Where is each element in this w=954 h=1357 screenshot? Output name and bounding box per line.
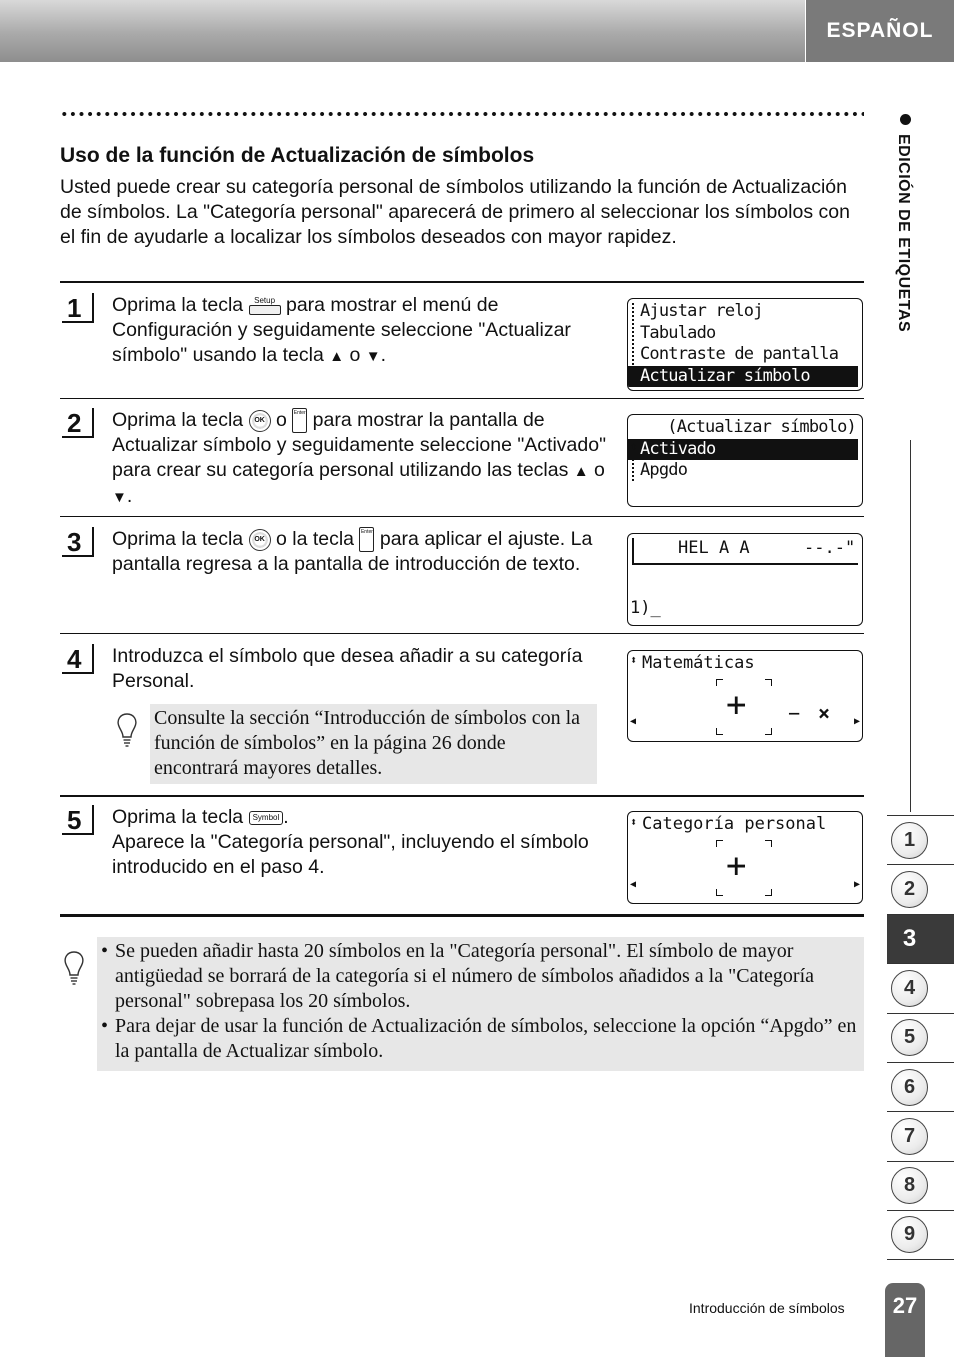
lcd-cursor-line: 1)_ xyxy=(630,598,661,618)
step-text-part: para mostrar el menú de Configuración y seguidamente seleccione "Actualizar símbolo" usando la tecla xyxy=(112,294,571,366)
step-5-text xyxy=(112,805,602,880)
step-number-5: 5 xyxy=(62,805,94,835)
ok-key-icon: OK xyxy=(249,529,271,551)
section-title: Uso de la función de Actualización de símbolos xyxy=(60,144,535,167)
step-4-note: Consulte la sección “Introducción de símbolos con la función de símbolos” en la página 26 donde encontrará mayores detalles. xyxy=(150,704,597,784)
lcd-text-entry xyxy=(627,533,863,626)
chapter-tab-4[interactable] xyxy=(887,963,954,1012)
step-number-1: 1 xyxy=(62,293,94,323)
chapter-tab-8[interactable] xyxy=(887,1161,954,1210)
lcd-selection-frame xyxy=(716,679,772,735)
step-text-part: o xyxy=(344,344,366,366)
chapter-number: 4 xyxy=(891,970,928,1007)
lcd-category-name: Categoría personal xyxy=(642,814,827,834)
side-section-title xyxy=(894,110,920,400)
header-band xyxy=(0,0,805,62)
lcd-update-symbol xyxy=(627,414,863,507)
chapter-tab-1[interactable] xyxy=(887,815,954,864)
lcd-menu-item: Tabulado xyxy=(640,322,716,343)
tip-item: • Se pueden añadir hasta 20 símbolos en la "Categoría personal". El símbolo de mayor antigüedad se borrará de la categoría si el número de símbolos añadidos a la "Categoría personal" sobrepasa los 20 símbolos. xyxy=(101,939,860,1014)
step-2-text xyxy=(112,408,612,510)
page-number: 27 xyxy=(885,1283,925,1357)
chapter-tab-2[interactable] xyxy=(887,864,954,913)
step-text-part: o la tecla xyxy=(270,528,360,550)
lcd-menu-item: Ajustar reloj xyxy=(640,301,763,321)
up-arrow-key-icon: ▲ xyxy=(329,348,345,365)
step-text-part: . xyxy=(126,485,133,508)
lcd-symbol: − xyxy=(788,701,801,725)
up-arrow-key-icon: ▲ xyxy=(573,463,589,481)
tip-text: Para dejar de usar la función de Actualización de símbolos, seleccione la opción “Apgdo” en la pantalla de Actualizar símbolo. xyxy=(115,1015,857,1062)
step-text-part: . xyxy=(283,806,289,828)
step-text-part: Oprima la tecla xyxy=(112,528,249,550)
chapter-tab-6[interactable] xyxy=(887,1062,954,1111)
chapter-number: 3 xyxy=(902,924,917,952)
chapter-number: 6 xyxy=(891,1069,928,1106)
bullet-icon xyxy=(900,114,911,125)
step-text-part: para aplicar el ajuste. La pantalla regresa a la pantalla de introducción de texto. xyxy=(112,528,593,576)
lcd-category-name: Matemáticas xyxy=(642,653,755,673)
left-arrow-icon: ◀ xyxy=(630,879,637,890)
chapter-tab-7[interactable] xyxy=(887,1111,954,1160)
lcd-option: Apgdo xyxy=(640,460,688,480)
tips-box xyxy=(97,937,864,1071)
lcd-symbol-selected: + xyxy=(726,846,747,886)
side-title-text: EDICIÓN DE ETIQUETAS xyxy=(895,134,912,333)
step-text-part: Oprima la tecla xyxy=(112,409,249,431)
step-text-part: o xyxy=(588,459,605,482)
chapter-tab-3[interactable] xyxy=(887,914,954,963)
step-number-3: 3 xyxy=(62,527,94,557)
section-intro: Usted puede crear su categoría personal de símbolos utilizando la función de Actualización de símbolos. La "Categoría personal" aparecerá de primero al seleccionar los símbolos con el fin de ayudarle a localizar los símbolos deseados con mayor rapidez. xyxy=(60,176,850,248)
lcd-symbol-math xyxy=(627,650,863,742)
left-arrow-icon: ◀ xyxy=(630,716,637,727)
step-divider xyxy=(60,516,864,517)
step-1-text xyxy=(112,293,612,369)
chapter-number: 2 xyxy=(891,871,928,908)
chapter-number: 9 xyxy=(891,1216,928,1253)
step-divider xyxy=(60,633,864,634)
lcd-option-selected: Activado xyxy=(628,439,858,461)
lcd-screen-title: (Actualizar símbolo) xyxy=(667,417,856,437)
side-divider xyxy=(910,440,911,812)
lightbulb-icon xyxy=(115,712,139,748)
step-text-part: o xyxy=(270,409,293,431)
lcd-personal-category xyxy=(627,811,863,904)
right-arrow-icon: ▶ xyxy=(853,879,860,890)
up-down-arrow-icon: ⬍ xyxy=(630,440,638,454)
chapter-nav xyxy=(887,815,954,1260)
lcd-setup-menu xyxy=(627,298,863,391)
step-text-part: para mostrar la pantalla de Actualizar símbolo y seguidamente seleccione "Activado" para crear su categoría personal utilizando las teclas xyxy=(112,409,607,482)
tip-text: Se pueden añadir hasta 20 símbolos en la "Categoría personal". El símbolo de mayor antigüedad se borrará de la categoría si el número de símbolos añadidos a la "Categoría personal" sobrepasa los 20 símbolos. xyxy=(115,940,815,1012)
section-end-rule xyxy=(60,914,864,917)
language-tab: ESPAÑOL xyxy=(806,0,954,62)
chapter-number: 1 xyxy=(891,822,928,859)
ok-key-icon: OK xyxy=(249,410,271,432)
tip-item: • Para dejar de usar la función de Actualización de símbolos, seleccione la opción “Apgdo” en la pantalla de Actualizar símbolo. xyxy=(101,1014,860,1064)
step-divider xyxy=(60,281,864,283)
step-4-text: Introduzca el símbolo que desea añadir a su categoría Personal. xyxy=(112,645,583,692)
step-divider xyxy=(60,398,864,399)
lcd-symbol-selected: + xyxy=(726,685,747,725)
down-arrow-key-icon: ▼ xyxy=(112,489,127,507)
step-divider xyxy=(60,795,864,797)
symbol-key-icon: Symbol xyxy=(249,811,284,825)
down-arrow-key-icon: ▼ xyxy=(365,348,381,365)
step-text-part: . xyxy=(380,344,387,366)
step-text-part: Oprima la tecla xyxy=(112,294,249,316)
enter-key-icon: Enter xyxy=(359,527,374,552)
chapter-tab-5[interactable] xyxy=(887,1013,954,1062)
lcd-status-font: HEL A A xyxy=(678,538,750,558)
up-down-arrow-icon: ⬍ xyxy=(630,815,638,829)
right-arrow-icon: ▶ xyxy=(853,716,860,727)
chapter-number: 5 xyxy=(891,1019,928,1056)
step-text-part: Aparece la "Categoría personal", incluyendo el símbolo introducido en el paso 4. xyxy=(112,831,589,878)
lcd-menu-item-selected: Actualizar símbolo xyxy=(628,366,858,388)
setup-key-label: Setup xyxy=(254,296,276,306)
up-down-arrow-icon: ⬍ xyxy=(630,653,638,667)
chapter-tab-9[interactable] xyxy=(887,1210,954,1259)
lcd-menu-item: Contraste de pantalla xyxy=(640,344,839,364)
chapter-number: 8 xyxy=(891,1167,928,1204)
step-3-text xyxy=(112,527,612,577)
lightbulb-icon xyxy=(62,950,86,986)
lcd-symbol: × xyxy=(818,701,831,725)
setup-key-icon xyxy=(249,296,281,315)
dotted-divider xyxy=(60,111,864,117)
enter-key-icon: Enter xyxy=(292,408,307,433)
chapter-number: 7 xyxy=(891,1118,928,1155)
step-text-part: Oprima la tecla xyxy=(112,806,249,828)
footer-section-name: Introducción de símbolos xyxy=(689,1300,845,1316)
lcd-selection-frame xyxy=(716,840,772,896)
step-number-4: 4 xyxy=(62,644,94,674)
step-number-2: 2 xyxy=(62,408,94,438)
lcd-status-length: --.-" xyxy=(804,538,856,558)
